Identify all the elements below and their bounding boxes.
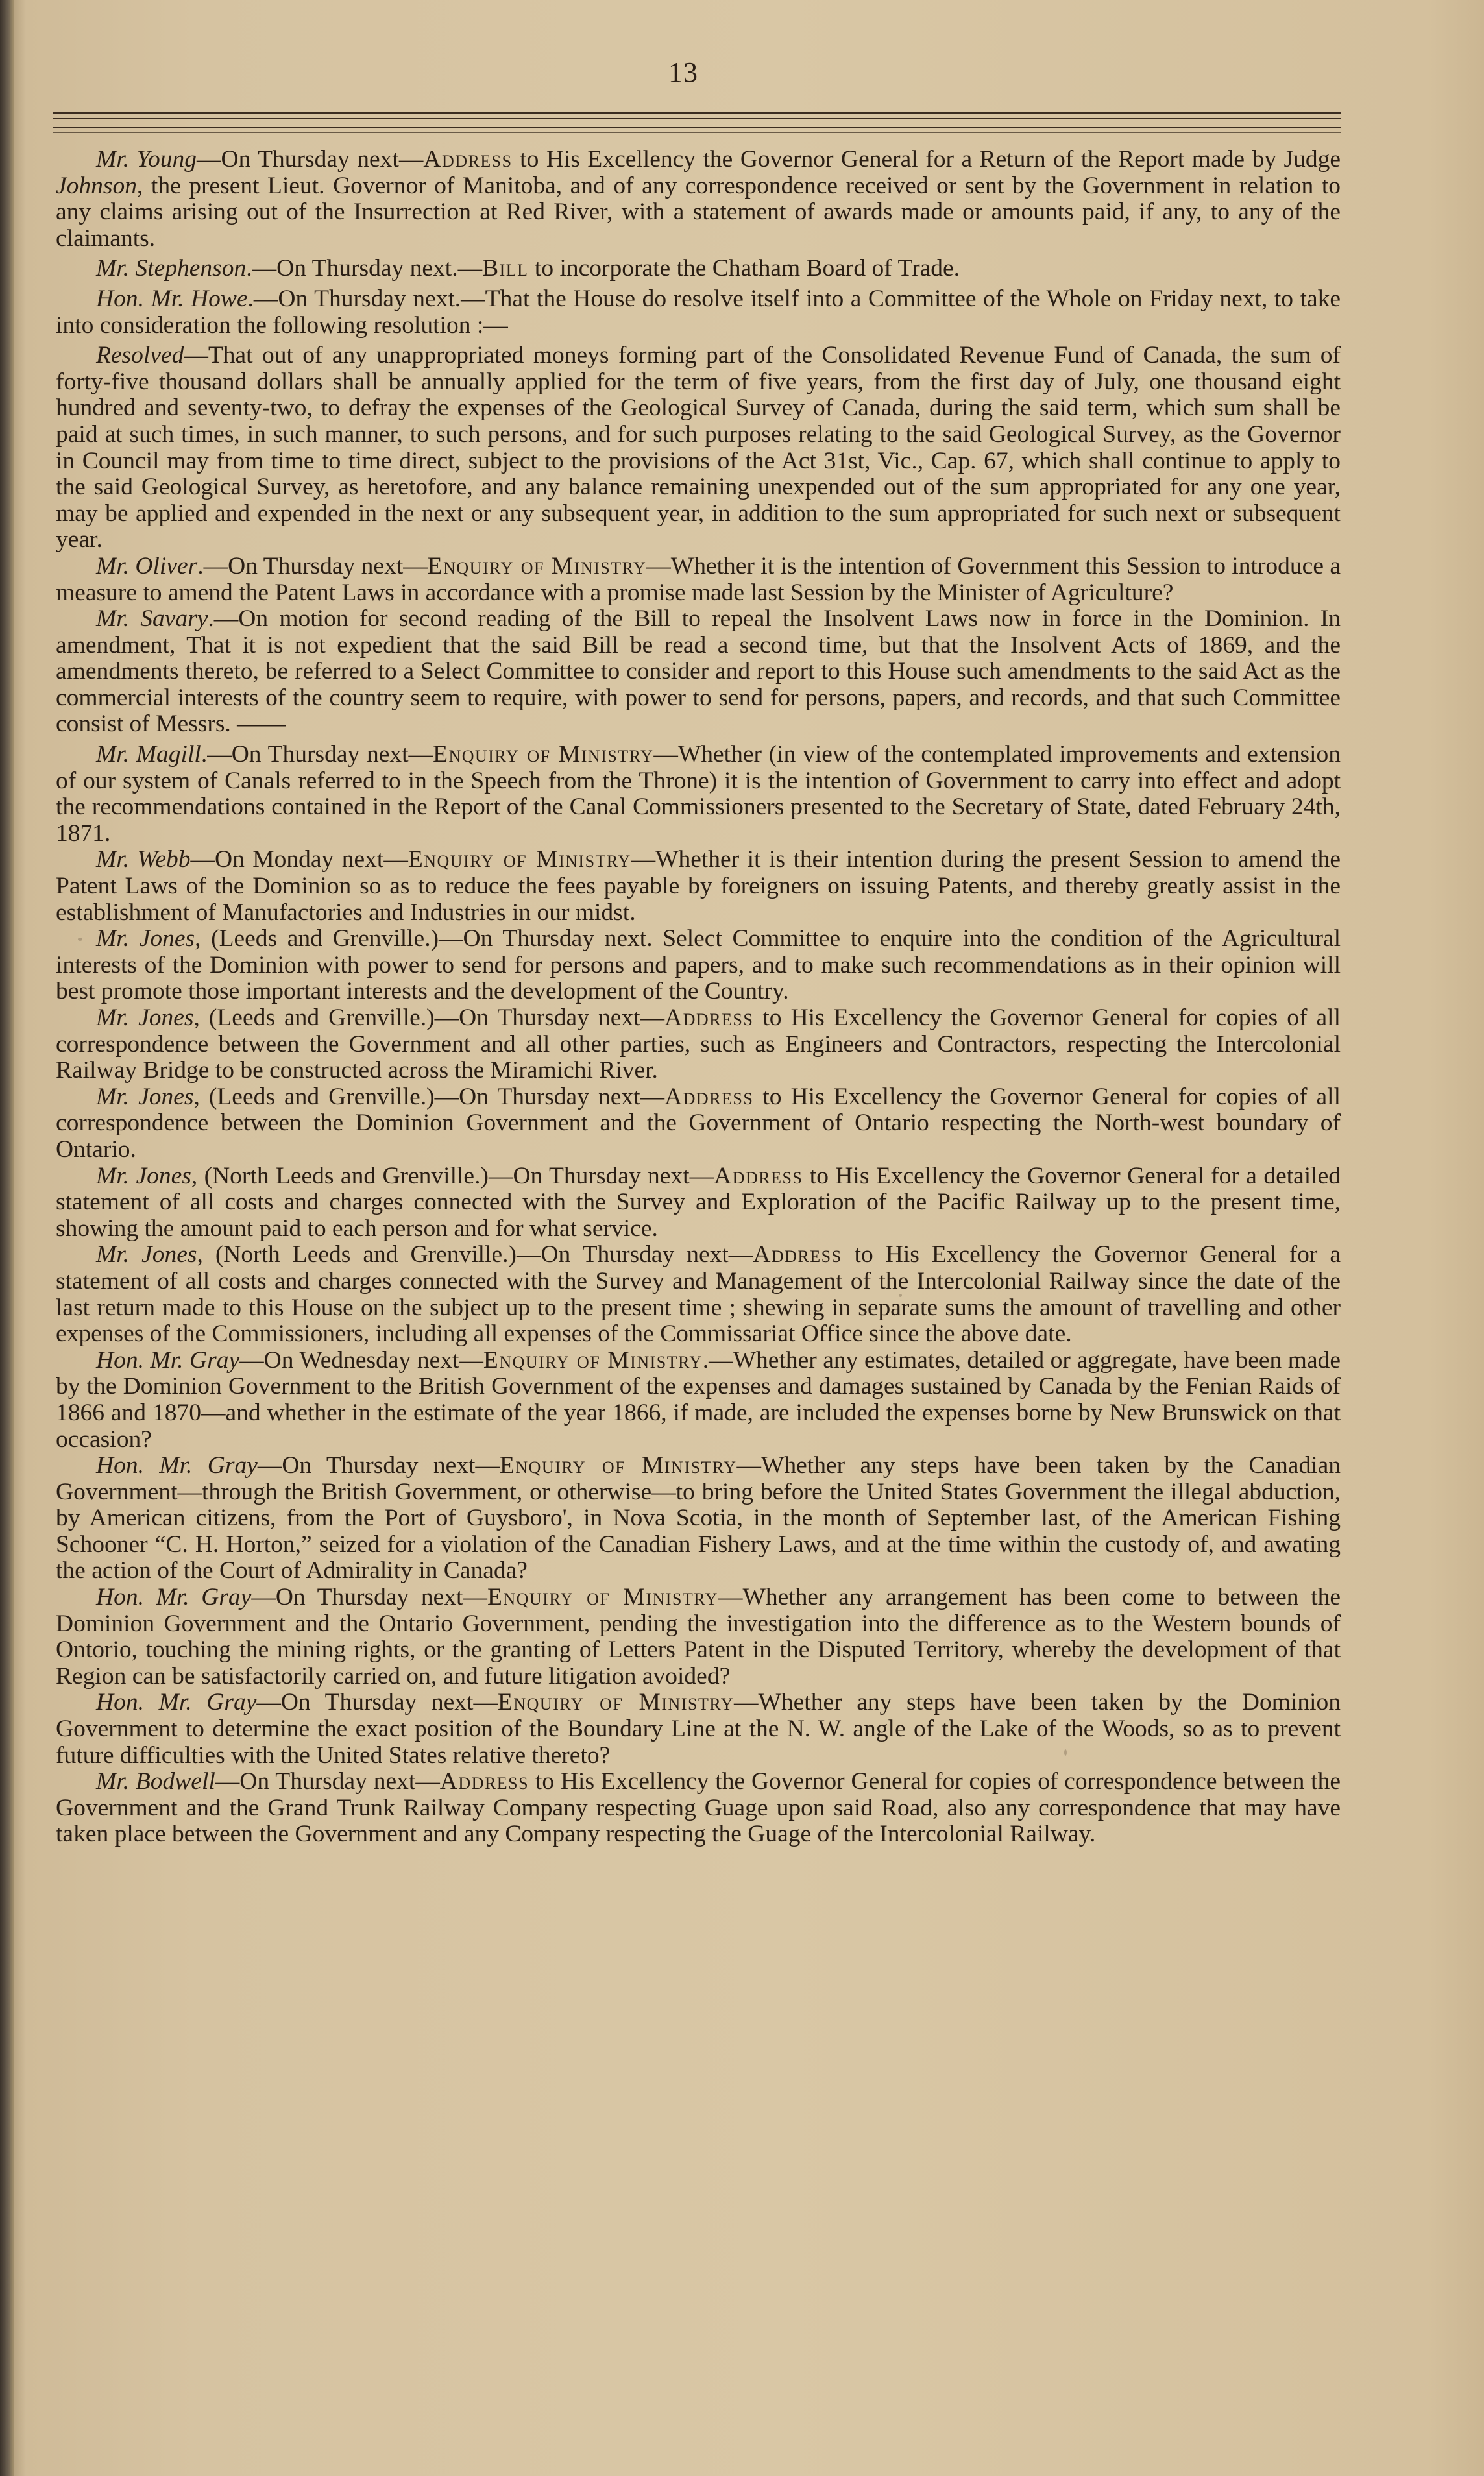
notice-text: —On Thursday next—	[251, 1584, 487, 1611]
motion-type: Enquiry of Ministry	[427, 552, 647, 579]
person-name: Johnson	[56, 172, 137, 199]
notice-text: , (Leeds and Grenville.)—On Thursday next. Select Committee to enquire into the condition of the Agricultural interests of the Dominion with power to send for persons and papers, and to make such recommendations as in their opinion will best promote those important interests and the development of the Country.	[56, 925, 1341, 1005]
notice-text: —Whether it is the intention of Government this Session to introduce a measure to amend the Patent Laws in accordance with a promise made last Session by the Minister of Agriculture?	[56, 552, 1341, 606]
member-name: Mr. Stephenson	[96, 255, 247, 282]
motion-type: Enquiry of Ministry	[483, 1346, 703, 1374]
notice-text: .—Whether any estimates, detailed or aggregate, have been made by the Dominion Government to the British Government of the expenses and damages sustained by Canada by the Fenian Raids of 1866 and 1870—and whether in the estimate of the year 1866, if made, are included the expenses borne by New Brunswick on that occasion?	[56, 1346, 1341, 1453]
motion-type: Address	[423, 146, 513, 173]
motion-type: Address	[664, 1004, 754, 1031]
resolved-label: Resolved	[96, 342, 184, 369]
notice-text: , (North Leeds and Grenville.)—On Thursday next—	[197, 1241, 753, 1268]
ink-speck	[1322, 785, 1326, 789]
notice-text-column	[56, 147, 1341, 1848]
motion-type: Enquiry of Ministry	[433, 741, 654, 768]
notice-text: —On Monday next—	[190, 846, 408, 873]
header-rule	[53, 112, 1341, 114]
member-name: Mr. Magill	[96, 741, 201, 768]
notice-text: —Whether any steps have been taken by the Dominion Government to determine the exact position of the Boundary Line at the N. W. angle of the Lake of the Woods, so as to prevent future difficulties with the United States relative thereto?	[56, 1689, 1341, 1769]
notice-text: .—On Thursday next—	[201, 741, 433, 768]
notice-text: —On Thursday next—	[196, 146, 424, 173]
motion-type: Address	[714, 1162, 803, 1189]
notice-paragraph	[56, 1242, 1341, 1347]
notice-text: to His Excellency the Governor General for a statement of all costs and charges connected with the Survey and Management of the Intercolonial Railway since the date of the last return made to this House on the subject up to the present time ; shewing in separate sums the amount of travelling and other expenses of the Commissioners, including all expenses of the Commissariat Office since the above date.	[56, 1241, 1341, 1348]
notice-paragraph	[56, 1584, 1341, 1690]
binding-gutter	[0, 0, 14, 2476]
member-name: Mr. Jones	[96, 1004, 194, 1031]
member-name: Hon. Mr. Gray	[96, 1584, 252, 1611]
motion-type: Enquiry of Ministry	[407, 846, 631, 873]
notice-paragraph	[56, 1348, 1341, 1453]
notice-paragraph	[56, 553, 1341, 606]
notice-text: .—On motion for second reading of the Bill to repeal the Insolvent Laws now in force in the Dominion. In amendment, That it is not expedient that the said Bill be read a second time, but that the Insolvent Acts of 1869, and the amendments thereto, be referred to a Select Committee to consider and report to this House such amendments to the said Act as the commercial interests of the country seem to require, with power to send for persons, papers, and records, and that such Committee consist of Messrs. ——	[56, 605, 1341, 738]
notice-text: —On Thursday next—	[215, 1768, 440, 1795]
notice-text: —Whether any arrangement has been come to between the Dominion Government and the Ontario Government, pending the investigation into the difference as to the Western bounds of Ontorio, touching the mining rights, or the granting of Letters Patent in the Disputed Territory, whereby the development of that Region can be satisfactorily carried on, and future litigation avoided?	[56, 1584, 1341, 1690]
resolution-paragraph	[56, 343, 1341, 553]
motion-type: Address	[664, 1083, 754, 1110]
member-name: Hon. Mr. Gray	[96, 1689, 257, 1716]
motion-type: Enquiry of Ministry	[487, 1584, 718, 1611]
member-name: Hon. Mr. Howe	[96, 285, 248, 312]
notice-paragraph	[56, 256, 1341, 282]
notice-text: —That out of any unappropriated moneys forming part of the Consolidated Revenue Fund of Canada, the sum of forty-five thousand dollars shall be annually applied for the term of five years, from the first day of July, one thousand eight hundred and seventy-two, to defray the expenses of the Geological Survey of Canada, during the said term, which sum shall be paid at such times, in such manner, to such persons, and for such purposes relating to the said Geological Survey, as the Governor in Council may from time to time direct, subject to the provisions of the Act 31st, Vic., Cap. 67, which shall continue to apply to the said Geological Survey, as heretofore, and any balance remaining unexpended out of the sum appropriated for any one year, may be applied and expended in the next or any subsequent year, in addition to the sum appropriated for such next or subsequent year.	[56, 342, 1341, 553]
notice-text: , (Leeds and Grenville.)—On Thursday next—	[193, 1083, 665, 1110]
notice-text: —Whether (in view of the contemplated improvements and extension of our system of Canals referred to in the Speech from the Throne) it is the intention of Government to carry into effect and adopt the recommendations contained in the Report of the Canal Commissioners presented to the Secretary of State, dated February 24th, 1871.	[56, 741, 1341, 847]
member-name: Mr. Jones	[96, 1083, 194, 1110]
notice-text: , (Leeds and Grenville.)—On Thursday next—	[193, 1004, 665, 1031]
motion-type: Bill	[482, 255, 529, 282]
motion-type: Enquiry of Ministry	[499, 1452, 737, 1479]
motion-type: Address	[439, 1768, 529, 1795]
notice-text: to His Excellency the Governor General for copies of all correspondence between the Government and all other parties, such as Engineers and Contractors, respecting the Intercolonial Railway Bridge to be constructed across the Miramichi River.	[56, 1004, 1341, 1084]
notice-text: to His Excellency the Governor General for a detailed statement of all costs and charges connected with the Survey and Exploration of the Pacific Railway up to the present time, showing the amount paid to each person and for what service.	[56, 1162, 1341, 1242]
member-name: Hon. Mr. Gray	[96, 1346, 240, 1374]
motion-type: Enquiry of Ministry	[497, 1689, 735, 1716]
notice-text: .—On Thursday next.—That the House do resolve itself into a Committee of the Whole on Friday next, to take into consideration the following resolution :—	[56, 285, 1341, 339]
notice-text: —Whether any steps have been taken by the Canadian Government—through the British Government, or otherwise—to bring before the United States Government the illegal abduction, by American citizens, from the Port of Guysboro', in Nova Scotia, in the month of September last, of the American Fishing Schooner “C. H. Horton,” seized for a violation of the Canadian Fishery Laws, and at the time within the custody of, and awating the action of the Court of Admirality in Canada?	[56, 1452, 1341, 1584]
notice-text: , (North Leeds and Grenville.)—On Thursday next—	[191, 1162, 714, 1189]
member-name: Mr. Bodwell	[96, 1768, 215, 1795]
notice-paragraph	[56, 286, 1341, 339]
header-rule	[53, 132, 1341, 133]
notice-text: to His Excellency the Governor General for copies of correspondence between the Government and the Grand Trunk Railway Company respecting Guage upon said Road, also any correspondence that may have taken place between the Government and any Company respecting the Guage of the Intercolonial Railway.	[56, 1768, 1341, 1848]
notice-paragraph	[56, 742, 1341, 847]
member-name: Mr. Webb	[96, 846, 191, 873]
notice-text: .—On Thursday next—	[197, 552, 428, 579]
notice-paragraph	[56, 1453, 1341, 1584]
notice-paragraph	[56, 1005, 1341, 1084]
notice-text: to His Excellency the Governor General for a Return of the Report made by Judge	[512, 146, 1341, 173]
header-rule	[53, 118, 1341, 119]
notice-paragraph	[56, 147, 1341, 252]
member-name: Mr. Jones	[96, 1241, 197, 1268]
notice-text: —On Thursday next—	[257, 1452, 500, 1479]
notice-paragraph	[56, 847, 1341, 926]
notice-paragraph	[56, 1163, 1341, 1243]
ink-speck	[78, 938, 82, 941]
member-name: Hon. Mr. Gray	[96, 1452, 258, 1479]
motion-type: Address	[753, 1241, 842, 1268]
member-name: Mr. Young	[96, 146, 197, 173]
notice-text: —On Thursday next—	[256, 1689, 498, 1716]
notice-paragraph	[56, 1084, 1341, 1163]
header-rule	[53, 127, 1341, 128]
page-number: 13	[668, 56, 698, 88]
notice-text: to His Excellency the Governor General for copies of all correspondence between the Dominion Government and the Government of Ontario respecting the North-west boundary of Ontario.	[56, 1083, 1341, 1163]
notice-paragraph	[56, 1769, 1341, 1848]
notice-paragraph	[56, 606, 1341, 738]
member-name: Mr. Jones	[96, 925, 195, 953]
notice-text: —Whether it is their intention during the present Session to amend the Patent Laws of the Dominion so as to reduce the fees payable by foreigners on issuing Patents, and thereby greatly assist in the establishment of Manufactories and Industries in our midst.	[56, 846, 1341, 926]
member-name: Mr. Savary	[96, 605, 208, 633]
notice-text: to incorporate the Chatham Board of Trade.	[528, 255, 960, 282]
member-name: Mr. Jones	[96, 1162, 191, 1189]
notice-text: .—On Thursday next.—	[246, 255, 483, 282]
ink-speck	[899, 1294, 902, 1297]
notice-paragraph	[56, 1690, 1341, 1769]
notice-text: , the present Lieut. Governor of Manitoba, and of any correspondence received or sent by the Government in relation to any claims arising out of the Insurrection at Red River, with a statement of awards made or amounts paid, if any, to any of the claimants.	[56, 172, 1341, 252]
member-name: Mr. Oliver	[96, 552, 198, 579]
ink-speck	[1064, 1749, 1067, 1756]
ink-speck	[996, 354, 1002, 358]
notice-paragraph	[56, 926, 1341, 1005]
notice-text: —On Wednesday next—	[239, 1346, 483, 1374]
